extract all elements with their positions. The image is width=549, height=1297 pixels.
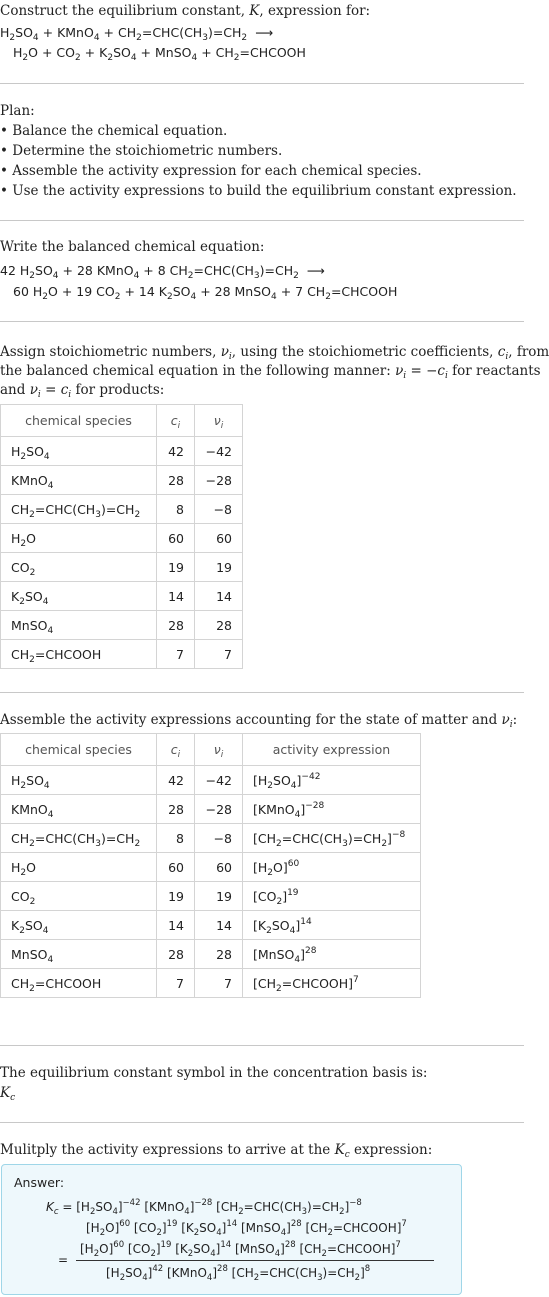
fraction-bar xyxy=(76,1260,434,1261)
table-row xyxy=(1,553,243,582)
intro-reaction-reactants: $H_2SO_4$ + KMnO$_4$ + $CH_2=CHC(CH_3)=CH_2$ ⟶ xyxy=(0,25,274,43)
table-row xyxy=(1,611,243,640)
v-cell: −28 xyxy=(195,466,243,495)
activity-table xyxy=(0,733,421,998)
table-row xyxy=(1,466,243,495)
species-cell: $CO_2$ xyxy=(1,882,157,911)
stoich-table xyxy=(0,404,243,669)
kc-line-1: $K_c = [H_2SO_4]^{-42}$ [KMnO$_4$]$^{-28}$ $[CH_2=CHC(CH_3)=CH_2]^{-8}$ xyxy=(46,1198,362,1217)
col-header-species: chemical species xyxy=(1,405,157,437)
v-cell: 60 xyxy=(195,524,243,553)
c-cell: 8 xyxy=(157,495,195,524)
species-cell: $CO_2$ xyxy=(1,553,157,582)
divider xyxy=(0,321,524,322)
species-cell: $CH_2=CHCOOH$ xyxy=(1,640,157,669)
col-header-c: $c_i$ xyxy=(157,405,195,437)
col-header-v: $\nu_i$ xyxy=(195,734,243,766)
species-cell: $H_2SO_4$ xyxy=(1,437,157,466)
species-cell: $CH_2=CHC(CH_3)=CH_2$ xyxy=(1,495,157,524)
c-cell: 8 xyxy=(157,824,195,853)
v-cell: −8 xyxy=(195,495,243,524)
v-cell: −8 xyxy=(195,824,243,853)
divider xyxy=(0,83,524,84)
v-cell: −42 xyxy=(195,437,243,466)
table-row xyxy=(1,969,421,998)
species-cell: KMnO$_4$ xyxy=(1,795,157,824)
kc-denominator: $[H_2SO_4]^{42}$ [KMnO$_4$]$^{28}$ $[CH_2=CHC(CH_3)=CH_2]^8$ xyxy=(106,1264,371,1283)
v-cell: 14 xyxy=(195,911,243,940)
col-header-c: $c_i$ xyxy=(157,734,195,766)
divider xyxy=(0,1122,524,1123)
activity-cell: $[CH_2=CHC(CH_3)=CH_2]^{-8}$ xyxy=(243,824,421,853)
v-cell: 28 xyxy=(195,611,243,640)
c-cell: 19 xyxy=(157,553,195,582)
plan-step-4: • Use the activity expressions to build the equilibrium constant expression. xyxy=(0,183,517,199)
c-cell: 28 xyxy=(157,940,195,969)
c-cell: 14 xyxy=(157,911,195,940)
col-header-species: chemical species xyxy=(1,734,157,766)
v-cell: 7 xyxy=(195,640,243,669)
kc-line-2: $[H_2O]^{60}$ $[CO_2]^{19}$ $[K_2SO_4]^{14}$ [MnSO$_4$]$^{28}$ $[CH_2=CHCOOH]^7$ xyxy=(86,1219,407,1238)
plan-step-2: • Determine the stoichiometric numbers. xyxy=(0,143,283,159)
col-header-activity: activity expression xyxy=(243,734,421,766)
c-cell: 28 xyxy=(157,795,195,824)
v-cell: −42 xyxy=(195,766,243,795)
v-cell: 19 xyxy=(195,553,243,582)
intro-title: Construct the equilibrium constant, K, expression for: xyxy=(0,3,371,19)
table-row xyxy=(1,824,421,853)
divider xyxy=(0,1045,524,1046)
v-cell: 19 xyxy=(195,882,243,911)
plan-step-3: • Assemble the activity expression for each chemical species. xyxy=(0,163,422,179)
stoich-text-2: the balanced chemical equation in the following manner: $\nu_i = -c_i$ for reactants xyxy=(0,363,541,381)
symbol-text: The equilibrium constant symbol in the concentration basis is: xyxy=(0,1065,428,1081)
table-row xyxy=(1,911,421,940)
c-cell: 14 xyxy=(157,582,195,611)
kc-numerator: $[H_2O]^{60}$ $[CO_2]^{19}$ $[K_2SO_4]^{14}$ [MnSO$_4$]$^{28}$ $[CH_2=CHCOOH]^7$ xyxy=(80,1240,401,1259)
answer-box xyxy=(1,1164,462,1295)
c-cell: 28 xyxy=(157,466,195,495)
species-cell: $CH_2=CHCOOH$ xyxy=(1,969,157,998)
balanced-reactants: 42 $H_2SO_4 + 28$ KMnO$_4$ + 8 $CH_2=CHC(CH_3)=CH_2$ ⟶ xyxy=(0,263,325,281)
species-cell: $H_2SO_4$ xyxy=(1,766,157,795)
activity-cell: $[H_2SO_4]^{-42}$ xyxy=(243,766,421,795)
table-row xyxy=(1,582,243,611)
answer-label: Answer: xyxy=(14,1175,65,1190)
v-cell: 60 xyxy=(195,853,243,882)
c-cell: 60 xyxy=(157,524,195,553)
species-cell: $H_2O$ xyxy=(1,853,157,882)
activity-cell: [KMnO$_4$]$^{-28}$ xyxy=(243,795,421,824)
species-cell: $K_2SO_4$ xyxy=(1,582,157,611)
table-row xyxy=(1,437,243,466)
table-row xyxy=(1,524,243,553)
c-cell: 28 xyxy=(157,611,195,640)
table-row xyxy=(1,882,421,911)
multiply-text: Mulitply the activity expressions to arrive at the $K_c$ expression: xyxy=(0,1142,433,1160)
balanced-products: 60 $H_2O + 19$ $CO_2 + 14$ $K_2SO_4 + 28$ MnSO$_4$ + 7 $CH_2=CHCOOH$ xyxy=(13,284,398,302)
plan-title: Plan: xyxy=(0,103,35,119)
c-cell: 60 xyxy=(157,853,195,882)
v-cell: −28 xyxy=(195,795,243,824)
intro-reaction-products: $H_2O + CO_2 + K_2SO_4$ + MnSO$_4$ + $CH_2=CHCOOH$ xyxy=(13,45,306,63)
table-row xyxy=(1,940,421,969)
v-cell: 14 xyxy=(195,582,243,611)
activity-cell: [MnSO$_4$]$^{28}$ xyxy=(243,940,421,969)
balanced-title: Write the balanced chemical equation: xyxy=(0,239,265,255)
c-cell: 7 xyxy=(157,969,195,998)
species-cell: MnSO$_4$ xyxy=(1,940,157,969)
plan-step-1: • Balance the chemical equation. xyxy=(0,123,228,139)
species-cell: $CH_2=CHC(CH_3)=CH_2$ xyxy=(1,824,157,853)
col-header-v: $\nu_i$ xyxy=(195,405,243,437)
species-cell: MnSO$_4$ xyxy=(1,611,157,640)
table-row xyxy=(1,640,243,669)
activity-title: Assemble the activity expressions accounting for the state of matter and $\nu_i$: xyxy=(0,712,518,730)
v-cell: 7 xyxy=(195,969,243,998)
c-cell: 42 xyxy=(157,766,195,795)
activity-cell: $[CH_2=CHCOOH]^7$ xyxy=(243,969,421,998)
table-row xyxy=(1,495,243,524)
c-cell: 42 xyxy=(157,437,195,466)
activity-cell: $[CO_2]^{19}$ xyxy=(243,882,421,911)
stoich-text-1: Assign stoichiometric numbers, $\nu_i$, using the stoichiometric coefficients, $c_i$, from xyxy=(0,344,549,362)
symbol-value: $K_c$ xyxy=(0,1085,16,1103)
activity-cell: $[K_2SO_4]^{14}$ xyxy=(243,911,421,940)
c-cell: 19 xyxy=(157,882,195,911)
stoich-text-3: and $\nu_i = c_i$ for products: xyxy=(0,382,165,400)
species-cell: $K_2SO_4$ xyxy=(1,911,157,940)
table-row xyxy=(1,766,421,795)
species-cell: KMnO$_4$ xyxy=(1,466,157,495)
activity-cell: $[H_2O]^{60}$ xyxy=(243,853,421,882)
table-row xyxy=(1,853,421,882)
c-cell: 7 xyxy=(157,640,195,669)
v-cell: 28 xyxy=(195,940,243,969)
table-row xyxy=(1,795,421,824)
divider xyxy=(0,220,524,221)
equals-sign: = xyxy=(58,1253,69,1267)
species-cell: $H_2O$ xyxy=(1,524,157,553)
divider xyxy=(0,692,524,693)
